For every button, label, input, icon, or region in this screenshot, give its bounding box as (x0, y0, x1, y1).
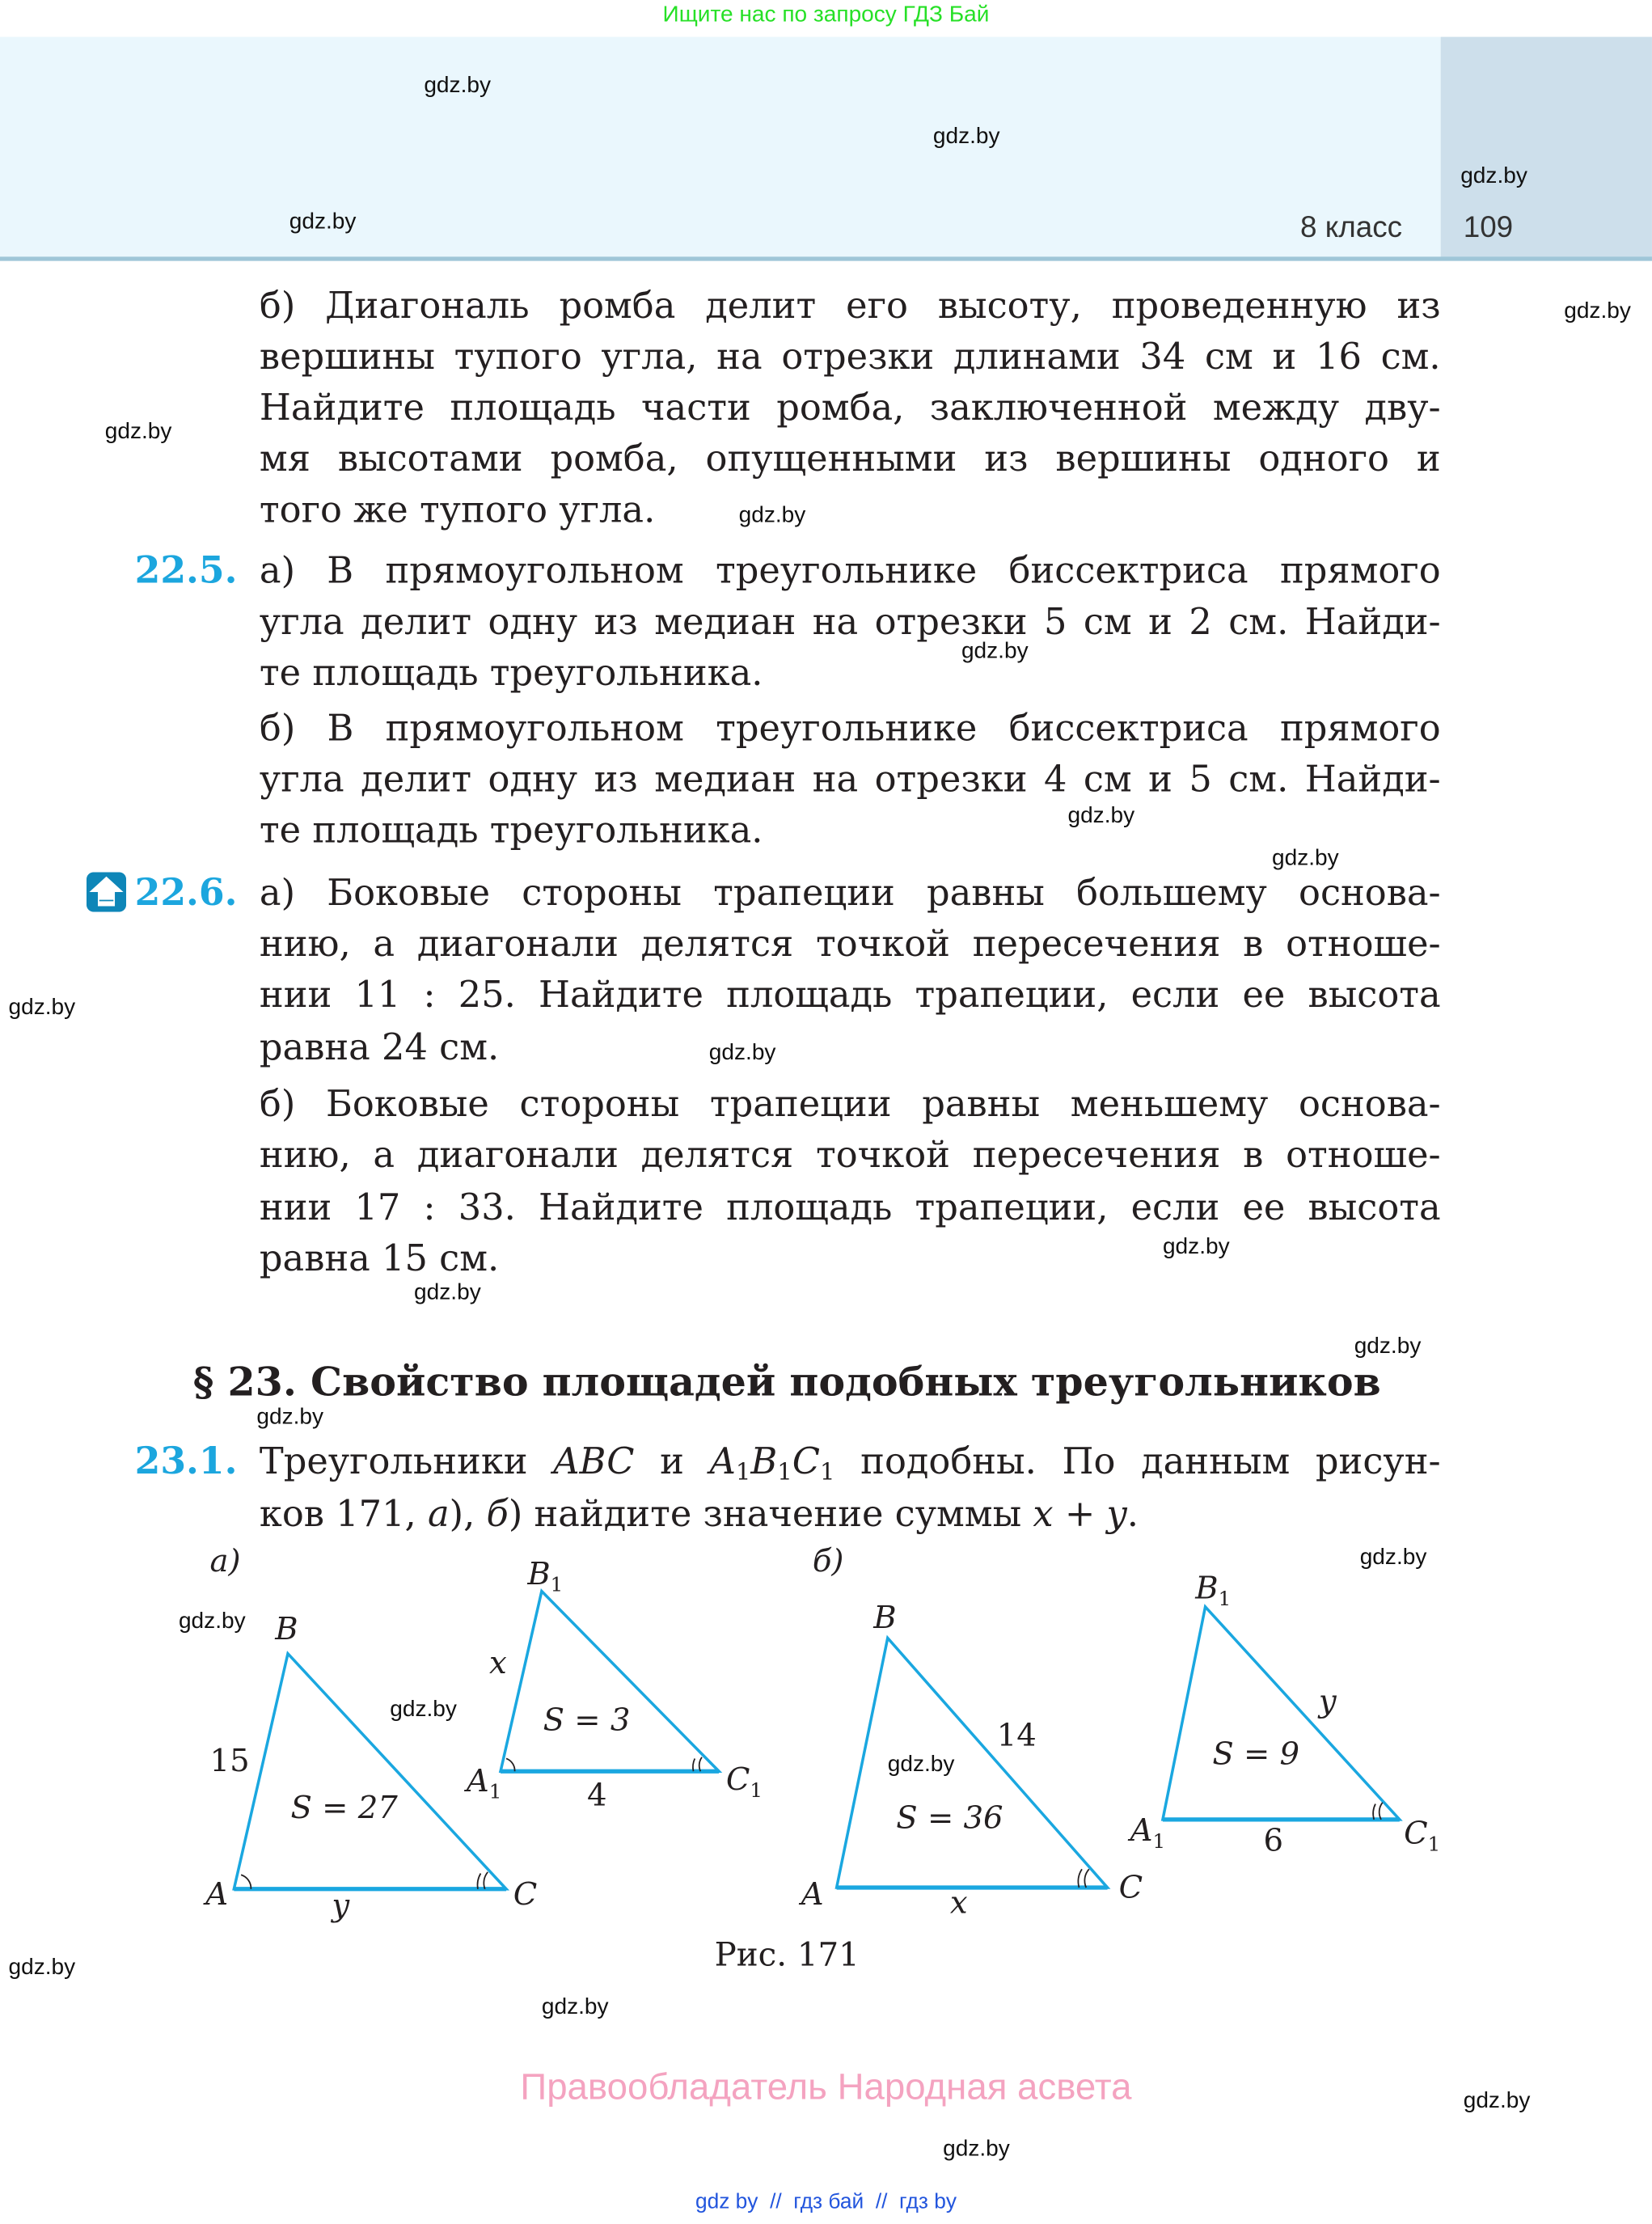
watermark: gdz.by (1162, 1235, 1230, 1260)
subscript: 1 (1218, 1587, 1232, 1611)
vertex-a1 (464, 1763, 501, 1803)
text-line: нию, а диагонали делятся точкой пересечения в отноше- (259, 1134, 1441, 1178)
vertex-b1 (526, 1556, 563, 1596)
text-line: Найдите площадь части ромба, заключенной между дву- (259, 387, 1441, 430)
subscript: 1 (735, 1457, 751, 1486)
vertex-b1 (1194, 1570, 1231, 1610)
subscript: 1 (750, 1778, 763, 1802)
area-big-a: S = 27 (290, 1790, 398, 1827)
area-small-a: S = 3 (543, 1702, 631, 1739)
text-line: угла делит одну из медиан на отрезки 5 см и 2 см. Найди- (259, 601, 1441, 645)
side-15: 15 (209, 1743, 250, 1780)
text: ), (449, 1493, 487, 1537)
watermark: gdz.by (178, 1609, 246, 1634)
text: и (634, 1440, 710, 1484)
vertex-c: C (513, 1876, 538, 1913)
angle-mark (1078, 1869, 1088, 1888)
vertex-letter: C (1404, 1815, 1428, 1852)
vertex-letter: C (725, 1761, 750, 1799)
side-x: x (488, 1645, 507, 1682)
watermark: gdz.by (887, 1753, 955, 1778)
watermark: gdz.by (1463, 2089, 1531, 2113)
text-line: б) Диагональ ромба делит его высоту, проведенную из (259, 285, 1441, 328)
watermark: gdz.by (541, 1995, 609, 2020)
vertex-letter: A (1130, 1812, 1153, 1850)
figure-caption: Рис. 171 (714, 1935, 860, 1974)
subscript: 1 (1427, 1832, 1441, 1856)
watermark: gdz.by (289, 209, 357, 235)
watermark: gdz.by (932, 125, 1000, 150)
copyright-notice: Правообладатель Народная асвета (520, 2065, 1132, 2108)
text: . (1126, 1493, 1139, 1537)
text-line: нии 11 : 25. Найдите площадь трапеции, если ее высота (259, 974, 1441, 1017)
text: б (486, 1493, 509, 1537)
watermark: gdz.by (1354, 1334, 1422, 1359)
triangle-a1b1c1-a (501, 1592, 719, 1772)
text: Треугольники (259, 1440, 554, 1484)
watermark: gdz.by (104, 420, 172, 444)
text: а (427, 1493, 450, 1537)
text-line: того же тупого угла. (259, 488, 656, 532)
vertex-a1 (1128, 1812, 1165, 1853)
side-14: 14 (996, 1717, 1037, 1754)
problem-number-23-1: 23.1. (134, 1440, 238, 1484)
watermark: gdz.by (738, 503, 806, 528)
text-line: мя высотами ромба, опущенными из вершины одного и (259, 438, 1441, 481)
math-sum: x + y (1033, 1493, 1127, 1537)
vertex-b: B (873, 1600, 897, 1637)
vertex-c1 (1404, 1816, 1440, 1856)
subscript: 1 (488, 1779, 502, 1803)
math: C (792, 1440, 820, 1484)
page-number: 109 (1463, 211, 1514, 244)
vertex-letter: B (1195, 1570, 1219, 1607)
text-line: вершины тупого угла, на отрезки длинами 34 см и 16 см. (259, 336, 1441, 379)
text-line: а) В прямоугольном треугольнике биссектриса прямого (259, 550, 1441, 594)
vertex-a: A (801, 1876, 824, 1913)
vertex-b: B (275, 1611, 298, 1648)
triangle-abc-b (837, 1638, 1108, 1888)
figure-b-label: б) (812, 1542, 844, 1579)
text-line: б) В прямоугольном треугольнике биссектриса прямого (259, 708, 1441, 750)
watermark: gdz.by (1359, 1545, 1427, 1571)
text-line: угла делит одну из медиан на отрезки 4 см и 5 см. Найди- (259, 759, 1441, 801)
vertex-letter: B (527, 1555, 551, 1592)
text-line: б) Боковые стороны трапеции равны меньшему основа- (259, 1083, 1441, 1127)
footer-links[interactable]: gdz by // гдз бай // гдз by (695, 2189, 957, 2214)
problem-number-22-6: 22.6. (134, 872, 238, 915)
angle-mark (1373, 1803, 1383, 1820)
area-big-b: S = 36 (896, 1799, 1003, 1837)
text-line: равна 24 см. (259, 1026, 500, 1070)
watermark: gdz.by (708, 1041, 776, 1065)
watermark: gdz.by (1564, 299, 1631, 323)
watermark: gdz.by (8, 996, 76, 1020)
side-y: y (1318, 1683, 1337, 1720)
watermark: gdz.by (8, 1956, 76, 1981)
side-6: 6 (1263, 1822, 1284, 1859)
grade-label: 8 класс (1300, 211, 1403, 244)
watermark: gdz.by (961, 639, 1029, 664)
subscript: 1 (550, 1572, 564, 1596)
triangle-abc-a (234, 1654, 506, 1889)
text: подобны. По данным рисун- (834, 1440, 1441, 1484)
side-y: y (332, 1888, 350, 1925)
math-abc: ABC (553, 1440, 635, 1484)
text-line: нии 17 : 33. Найдите площадь трапеции, если ее высота (259, 1186, 1441, 1230)
triangle-a1b1c1-b (1163, 1607, 1400, 1820)
watermark: gdz.by (424, 74, 491, 98)
text: ков 171, (259, 1493, 428, 1537)
watermark: gdz.by (390, 1698, 457, 1722)
watermark: gdz.by (256, 1405, 324, 1430)
side-4: 4 (586, 1777, 607, 1814)
subscript: 1 (777, 1457, 792, 1486)
subscript: 1 (819, 1457, 835, 1486)
vertex-letter: A (466, 1762, 489, 1799)
text: ) найдите значение суммы (508, 1493, 1033, 1537)
section-heading: § 23. Свойство площадей подобных треугольников (192, 1358, 1381, 1406)
search-hint[interactable]: Ищите нас по запросу ГДЗ Бай (662, 2, 990, 27)
vertex-c1 (726, 1761, 763, 1802)
text-line: равна 15 см. (259, 1237, 500, 1281)
angle-mark (478, 1872, 488, 1889)
watermark: gdz.by (1460, 164, 1527, 189)
vertex-c: C (1118, 1869, 1143, 1906)
text-line: а) Боковые стороны трапеции равны большему основа- (259, 872, 1441, 915)
figure-a-label: а) (209, 1542, 241, 1579)
area-small-b: S = 9 (1212, 1736, 1300, 1773)
watermark: gdz.by (943, 2137, 1010, 2162)
math: B (750, 1440, 778, 1484)
subscript: 1 (1152, 1829, 1166, 1853)
vertex-a: A (205, 1876, 229, 1913)
text-line: нию, а диагонали делятся точкой пересечения в отноше- (259, 923, 1441, 966)
watermark: gdz.by (1067, 804, 1135, 829)
watermark: gdz.by (1271, 846, 1339, 871)
side-x: x (949, 1884, 968, 1922)
math: A (709, 1440, 736, 1484)
problem-number-22-5: 22.5. (134, 550, 238, 594)
text-line: те площадь треугольника. (259, 810, 763, 852)
text-line: те площадь треугольника. (259, 652, 763, 696)
watermark: gdz.by (414, 1280, 481, 1305)
